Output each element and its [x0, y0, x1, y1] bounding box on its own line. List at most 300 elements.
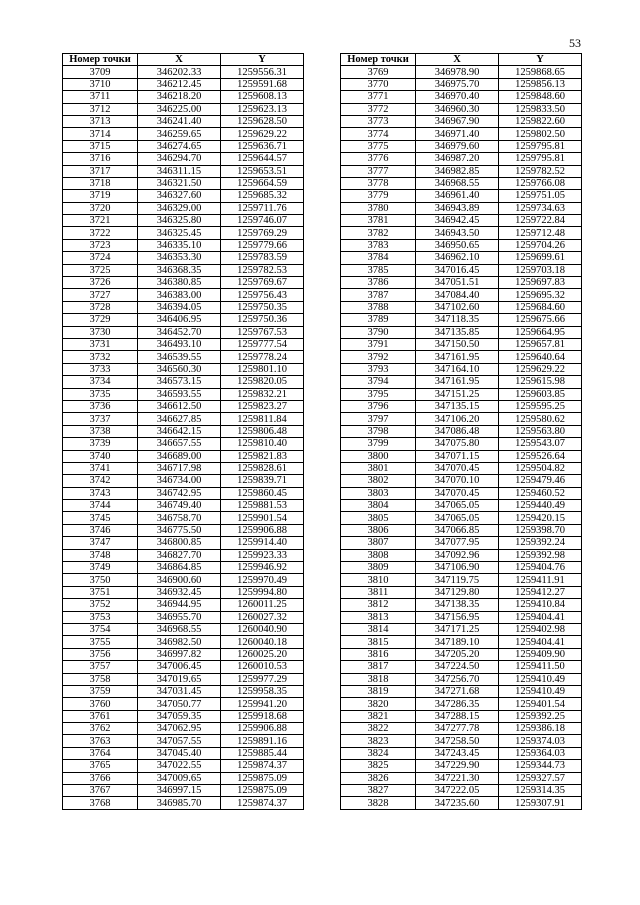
cell-x: 347045.40	[138, 747, 221, 759]
cell-point-number: 3823	[341, 735, 416, 747]
cell-point-number: 3741	[63, 462, 138, 474]
cell-x: 346960.30	[416, 103, 499, 115]
cell-y: 1259881.53	[221, 500, 304, 512]
cell-y: 1259946.92	[221, 562, 304, 574]
cell-y: 1259823.27	[221, 400, 304, 412]
cell-x: 346955.70	[138, 611, 221, 623]
cell-point-number: 3727	[63, 289, 138, 301]
cell-x: 347161.95	[416, 351, 499, 363]
cell-y: 1259769.29	[221, 227, 304, 239]
cell-x: 346321.50	[138, 177, 221, 189]
cell-point-number: 3781	[341, 215, 416, 227]
cell-point-number: 3714	[63, 128, 138, 140]
cell-y: 1259636.71	[221, 140, 304, 152]
cell-x: 346225.00	[138, 103, 221, 115]
cell-y: 1259653.51	[221, 165, 304, 177]
cell-x: 346452.70	[138, 326, 221, 338]
cell-y: 1259782.52	[499, 165, 582, 177]
cell-x: 347135.15	[416, 400, 499, 412]
cell-point-number: 3786	[341, 277, 416, 289]
cell-point-number: 3728	[63, 301, 138, 313]
cell-x: 346325.80	[138, 215, 221, 227]
cell-point-number: 3774	[341, 128, 416, 140]
cell-point-number: 3824	[341, 747, 416, 759]
table-row	[341, 735, 582, 747]
cell-y: 1259923.33	[221, 549, 304, 561]
cell-point-number: 3740	[63, 450, 138, 462]
table-row	[63, 636, 304, 648]
cell-point-number: 3785	[341, 264, 416, 276]
cell-y: 1259811.84	[221, 413, 304, 425]
cell-x: 346717.98	[138, 462, 221, 474]
cell-x: 347151.25	[416, 388, 499, 400]
cell-y: 1259868.65	[499, 66, 582, 78]
table-row	[341, 239, 582, 251]
cell-point-number: 3815	[341, 636, 416, 648]
cell-y: 1259580.62	[499, 413, 582, 425]
table-row	[341, 562, 582, 574]
cell-x: 347119.75	[416, 574, 499, 586]
cell-y: 1259374.03	[499, 735, 582, 747]
table-row	[341, 376, 582, 388]
cell-x: 347066.85	[416, 524, 499, 536]
table-row	[341, 153, 582, 165]
table-row	[63, 685, 304, 697]
cell-y: 1259364.03	[499, 747, 582, 759]
cell-x: 347070.45	[416, 462, 499, 474]
cell-point-number: 3791	[341, 338, 416, 350]
cell-y: 1259891.16	[221, 735, 304, 747]
cell-y: 1259767.53	[221, 326, 304, 338]
cell-point-number: 3792	[341, 351, 416, 363]
cell-point-number: 3784	[341, 252, 416, 264]
cell-x: 346294.70	[138, 153, 221, 165]
cell-y: 1259460.52	[499, 487, 582, 499]
cell-point-number: 3805	[341, 512, 416, 524]
cell-y: 1259504.82	[499, 462, 582, 474]
table-row	[63, 351, 304, 363]
cell-y: 1259675.66	[499, 314, 582, 326]
cell-y: 1259401.54	[499, 698, 582, 710]
cell-x: 346968.55	[138, 623, 221, 635]
cell-point-number: 3748	[63, 549, 138, 561]
table-row	[63, 760, 304, 772]
cell-point-number: 3735	[63, 388, 138, 400]
table-row	[63, 611, 304, 623]
cell-x: 346560.30	[138, 363, 221, 375]
cell-point-number: 3773	[341, 115, 416, 127]
table-row	[341, 252, 582, 264]
table-row	[63, 549, 304, 561]
cell-point-number: 3724	[63, 252, 138, 264]
cell-point-number: 3812	[341, 599, 416, 611]
cell-y: 1259386.18	[499, 723, 582, 735]
cell-y: 1259901.54	[221, 512, 304, 524]
cell-point-number: 3737	[63, 413, 138, 425]
cell-x: 347161.95	[416, 376, 499, 388]
cell-x: 346997.15	[138, 785, 221, 797]
cell-x: 346274.65	[138, 140, 221, 152]
cell-x: 346593.55	[138, 388, 221, 400]
table-row	[63, 400, 304, 412]
cell-x: 347006.45	[138, 661, 221, 673]
cell-point-number: 3718	[63, 177, 138, 189]
cell-x: 347070.10	[416, 475, 499, 487]
table-row	[341, 103, 582, 115]
table-row	[341, 524, 582, 536]
table-row	[63, 512, 304, 524]
cell-point-number: 3779	[341, 190, 416, 202]
cell-point-number: 3778	[341, 177, 416, 189]
cell-x: 346241.40	[138, 115, 221, 127]
cell-y: 1259685.32	[221, 190, 304, 202]
cell-y: 1259704.26	[499, 239, 582, 251]
page-number: 53	[569, 36, 581, 50]
cell-point-number: 3803	[341, 487, 416, 499]
cell-y: 1259402.98	[499, 623, 582, 635]
cell-point-number: 3747	[63, 537, 138, 549]
cell-point-number: 3807	[341, 537, 416, 549]
cell-x: 346353.30	[138, 252, 221, 264]
cell-y: 1259822.60	[499, 115, 582, 127]
cell-y: 1259440.49	[499, 500, 582, 512]
cell-x: 346943.50	[416, 227, 499, 239]
cell-point-number: 3716	[63, 153, 138, 165]
table-row	[63, 723, 304, 735]
table-row	[63, 264, 304, 276]
cell-point-number: 3777	[341, 165, 416, 177]
cell-point-number: 3745	[63, 512, 138, 524]
cell-point-number: 3715	[63, 140, 138, 152]
cell-y: 1259833.50	[499, 103, 582, 115]
cell-y: 1259411.50	[499, 661, 582, 673]
table-row	[63, 252, 304, 264]
cell-point-number: 3751	[63, 586, 138, 598]
cell-point-number: 3783	[341, 239, 416, 251]
table-row	[341, 462, 582, 474]
table-header-row	[341, 54, 582, 66]
cell-point-number: 3772	[341, 103, 416, 115]
cell-x: 347062.95	[138, 723, 221, 735]
cell-y: 1259906.88	[221, 524, 304, 536]
cell-x: 346383.00	[138, 289, 221, 301]
cell-point-number: 3765	[63, 760, 138, 772]
cell-x: 346539.55	[138, 351, 221, 363]
cell-y: 1259623.13	[221, 103, 304, 115]
cell-x: 347077.95	[416, 537, 499, 549]
table-row	[341, 710, 582, 722]
cell-y: 1259657.81	[499, 338, 582, 350]
cell-x: 347150.50	[416, 338, 499, 350]
table-row	[63, 202, 304, 214]
cell-y: 1259591.68	[221, 78, 304, 90]
cell-y: 1259410.84	[499, 599, 582, 611]
cell-x: 347222.05	[416, 785, 499, 797]
cell-point-number: 3722	[63, 227, 138, 239]
cell-point-number: 3712	[63, 103, 138, 115]
cell-point-number: 3768	[63, 797, 138, 809]
cell-y: 1259874.37	[221, 760, 304, 772]
cell-x: 347189.10	[416, 636, 499, 648]
table-row	[341, 685, 582, 697]
cell-x: 347070.45	[416, 487, 499, 499]
table-row	[341, 202, 582, 214]
cell-x: 346971.40	[416, 128, 499, 140]
cell-point-number: 3793	[341, 363, 416, 375]
cell-y: 1259411.91	[499, 574, 582, 586]
cell-x: 347277.78	[416, 723, 499, 735]
cell-x: 347065.05	[416, 500, 499, 512]
cell-x: 347106.20	[416, 413, 499, 425]
cell-y: 1259874.37	[221, 797, 304, 809]
cell-y: 1259885.44	[221, 747, 304, 759]
cell-x: 346985.70	[138, 797, 221, 809]
cell-y: 1259970.49	[221, 574, 304, 586]
table-row	[341, 537, 582, 549]
cell-point-number: 3802	[341, 475, 416, 487]
cell-x: 346689.00	[138, 450, 221, 462]
table-row	[63, 487, 304, 499]
cell-point-number: 3721	[63, 215, 138, 227]
cell-x: 347065.05	[416, 512, 499, 524]
cell-point-number: 3730	[63, 326, 138, 338]
cell-y: 1259699.61	[499, 252, 582, 264]
table-row	[341, 326, 582, 338]
cell-y: 1259603.85	[499, 388, 582, 400]
cell-point-number: 3760	[63, 698, 138, 710]
cell-y: 1260040.18	[221, 636, 304, 648]
cell-x: 346311.15	[138, 165, 221, 177]
cell-point-number: 3738	[63, 425, 138, 437]
table-row	[63, 165, 304, 177]
cell-x: 346943.89	[416, 202, 499, 214]
cell-point-number: 3788	[341, 301, 416, 313]
cell-y: 1259420.15	[499, 512, 582, 524]
cell-y: 1259615.98	[499, 376, 582, 388]
table-row	[341, 301, 582, 313]
table-row	[341, 115, 582, 127]
cell-x: 347057.55	[138, 735, 221, 747]
cell-x: 346962.10	[416, 252, 499, 264]
table-row	[63, 413, 304, 425]
cell-point-number: 3808	[341, 549, 416, 561]
table-row	[63, 326, 304, 338]
table-row	[63, 500, 304, 512]
cell-x: 347022.55	[138, 760, 221, 772]
cell-point-number: 3749	[63, 562, 138, 574]
cell-x: 346218.20	[138, 91, 221, 103]
cell-point-number: 3713	[63, 115, 138, 127]
cell-x: 346932.45	[138, 586, 221, 598]
table-row	[341, 140, 582, 152]
cell-point-number: 3827	[341, 785, 416, 797]
cell-x: 346944.95	[138, 599, 221, 611]
cell-y: 1259801.10	[221, 363, 304, 375]
cell-x: 346325.45	[138, 227, 221, 239]
cell-point-number: 3775	[341, 140, 416, 152]
table-row	[63, 747, 304, 759]
cell-x: 347071.15	[416, 450, 499, 462]
cell-x: 347224.50	[416, 661, 499, 673]
cell-y: 1259563.80	[499, 425, 582, 437]
cell-point-number: 3782	[341, 227, 416, 239]
cell-point-number: 3746	[63, 524, 138, 536]
table-row	[341, 128, 582, 140]
table-row	[63, 177, 304, 189]
cell-y: 1259820.05	[221, 376, 304, 388]
cell-y: 1259779.66	[221, 239, 304, 251]
cell-x: 347086.48	[416, 425, 499, 437]
cell-x: 346202.33	[138, 66, 221, 78]
table-row	[63, 115, 304, 127]
table-row	[341, 586, 582, 598]
cell-point-number: 3820	[341, 698, 416, 710]
cell-x: 346335.10	[138, 239, 221, 251]
cell-x: 346942.45	[416, 215, 499, 227]
table-row	[341, 363, 582, 375]
table-row	[63, 648, 304, 660]
table-row	[63, 438, 304, 450]
table-row	[341, 500, 582, 512]
cell-y: 1259307.91	[499, 797, 582, 809]
cell-point-number: 3732	[63, 351, 138, 363]
table-row	[63, 710, 304, 722]
table-row	[63, 239, 304, 251]
table-row	[63, 215, 304, 227]
table-row	[341, 611, 582, 623]
table-row	[63, 289, 304, 301]
cell-x: 346329.00	[138, 202, 221, 214]
header-x: X	[416, 54, 499, 66]
cell-y: 1259750.35	[221, 301, 304, 313]
cell-y: 1259906.88	[221, 723, 304, 735]
table-row	[341, 574, 582, 586]
cell-x: 346627.85	[138, 413, 221, 425]
cell-point-number: 3796	[341, 400, 416, 412]
cell-point-number: 3729	[63, 314, 138, 326]
cell-y: 1259404.41	[499, 611, 582, 623]
cell-point-number: 3719	[63, 190, 138, 202]
cell-x: 346978.90	[416, 66, 499, 78]
cell-point-number: 3742	[63, 475, 138, 487]
header-x: X	[138, 54, 221, 66]
cell-x: 346987.20	[416, 153, 499, 165]
cell-point-number: 3762	[63, 723, 138, 735]
cell-x: 346642.15	[138, 425, 221, 437]
cell-x: 347258.50	[416, 735, 499, 747]
table-row	[341, 438, 582, 450]
cell-point-number: 3717	[63, 165, 138, 177]
cell-point-number: 3797	[341, 413, 416, 425]
table-row	[63, 78, 304, 90]
cell-y: 1259410.49	[499, 673, 582, 685]
cell-y: 1259628.50	[221, 115, 304, 127]
cell-y: 1259404.41	[499, 636, 582, 648]
cell-x: 346997.82	[138, 648, 221, 660]
cell-y: 1259398.70	[499, 524, 582, 536]
cell-y: 1259783.59	[221, 252, 304, 264]
cell-x: 347271.68	[416, 685, 499, 697]
table-row	[341, 512, 582, 524]
cell-point-number: 3813	[341, 611, 416, 623]
cell-x: 346961.40	[416, 190, 499, 202]
table-row	[341, 215, 582, 227]
cell-point-number: 3790	[341, 326, 416, 338]
table-row	[341, 264, 582, 276]
cell-x: 347084.40	[416, 289, 499, 301]
table-row	[63, 772, 304, 784]
cell-point-number: 3743	[63, 487, 138, 499]
cell-x: 347129.80	[416, 586, 499, 598]
cell-point-number: 3744	[63, 500, 138, 512]
table-row	[341, 413, 582, 425]
cell-y: 1259410.49	[499, 685, 582, 697]
table-row	[63, 277, 304, 289]
cell-x: 346394.05	[138, 301, 221, 313]
cell-point-number: 3769	[341, 66, 416, 78]
cell-point-number: 3709	[63, 66, 138, 78]
cell-x: 347102.60	[416, 301, 499, 313]
cell-x: 346900.60	[138, 574, 221, 586]
table-row	[341, 475, 582, 487]
cell-point-number: 3720	[63, 202, 138, 214]
cell-y: 1259795.81	[499, 140, 582, 152]
cell-point-number: 3739	[63, 438, 138, 450]
table-row	[63, 363, 304, 375]
table-row	[63, 314, 304, 326]
cell-x: 347243.45	[416, 747, 499, 759]
table-row	[341, 661, 582, 673]
cell-y: 1259750.36	[221, 314, 304, 326]
cell-y: 1259412.27	[499, 586, 582, 598]
cell-x: 347235.60	[416, 797, 499, 809]
cell-x: 347106.90	[416, 562, 499, 574]
cell-point-number: 3814	[341, 623, 416, 635]
cell-x: 346758.70	[138, 512, 221, 524]
table-row	[341, 450, 582, 462]
table-row	[341, 425, 582, 437]
cell-x: 346967.90	[416, 115, 499, 127]
cell-y: 1259344.73	[499, 760, 582, 772]
cell-y: 1259644.57	[221, 153, 304, 165]
cell-y: 1259392.98	[499, 549, 582, 561]
cell-point-number: 3723	[63, 239, 138, 251]
cell-y: 1259664.59	[221, 177, 304, 189]
cell-point-number: 3799	[341, 438, 416, 450]
cell-point-number: 3810	[341, 574, 416, 586]
coordinates-table-right	[340, 53, 582, 810]
cell-point-number: 3780	[341, 202, 416, 214]
table-row	[341, 599, 582, 611]
table-row	[341, 636, 582, 648]
cell-point-number: 3750	[63, 574, 138, 586]
cell-x: 346327.60	[138, 190, 221, 202]
table-row	[63, 586, 304, 598]
cell-y: 1259766.08	[499, 177, 582, 189]
cell-y: 1259712.48	[499, 227, 582, 239]
cell-y: 1259751.05	[499, 190, 582, 202]
table-row	[341, 78, 582, 90]
header-point-number: Номер точки	[63, 54, 138, 66]
cell-y: 1260011.25	[221, 599, 304, 611]
table-row	[63, 537, 304, 549]
cell-x: 347019.65	[138, 673, 221, 685]
table-row	[63, 524, 304, 536]
cell-y: 1259795.81	[499, 153, 582, 165]
cell-x: 347016.45	[416, 264, 499, 276]
cell-x: 346406.95	[138, 314, 221, 326]
cell-point-number: 3826	[341, 772, 416, 784]
